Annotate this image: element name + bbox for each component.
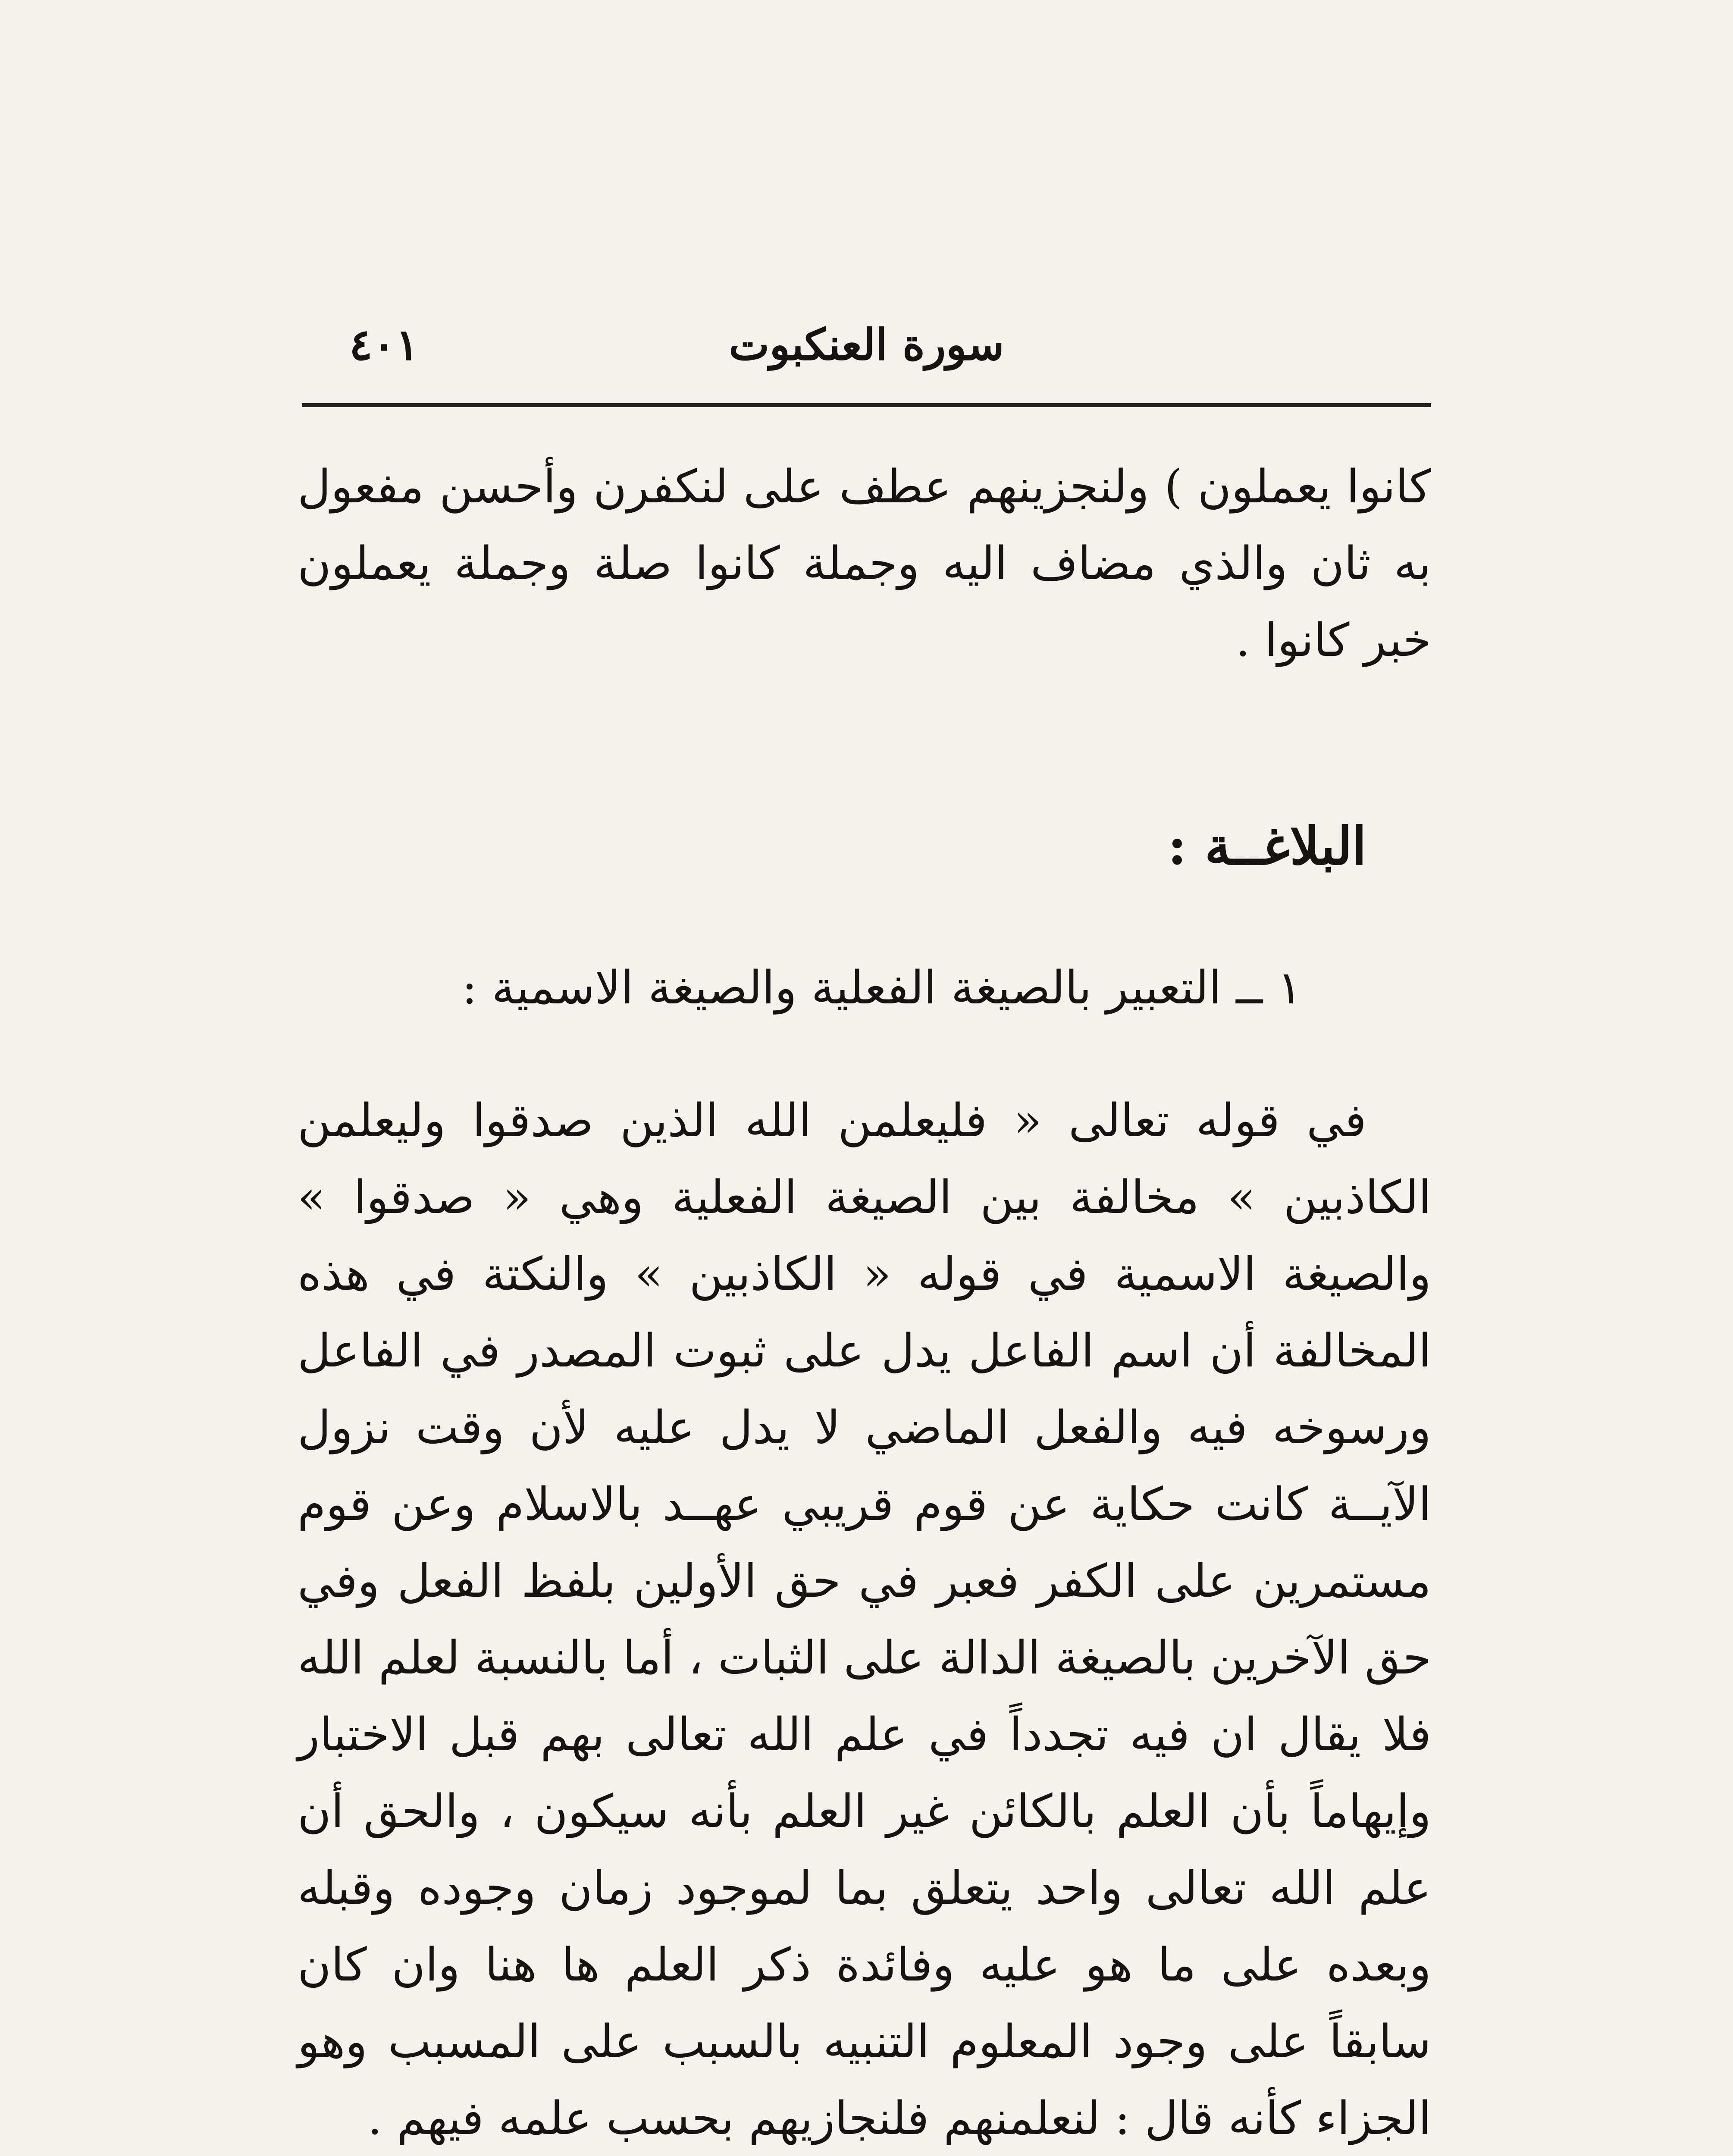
header-divider [302,403,1431,407]
balagha-heading: البلاغــة : [1167,816,1366,877]
intro-paragraph: كانوا يعملون ) ولنجزينهم عطف على لنكفرن وأحسن مفعول به ثان والذي مضاف اليه وجملة كانوا صلة وجملة يعملون خبر كانوا . [298,460,1431,667]
section-1-paragraph: في قوله تعالى « فليعلمن الله الذين صدقوا وليعلمن الكاذبين » مخالفة بين الصيغة الفعلية وهي « صدقوا » والصيغة الاسمية في قوله « الكاذبين » والنكتة في هذه المخالفة أن اسم الفاعل يدل على ثبوت المصدر في الفاعل ورسوخه فيه والفعل الماضي لا يدل عليه لأن وقت نزول الآيــة كانت حكاية عن قوم قريبي عهــد بالاسلام وعن قوم مستمرين على الكفر فعبر في حق الأولين بلفظ الفعل وفي حق الآخرين بالصيغة الدالة على الثبات ، أما بالنسبة لعلم الله فلا يقال ان فيه تجدداً في علم الله تعالى بهم قبل الاختبار وإيهاماً بأن العلم بالكائن غير العلم بأنه سيكون ، والحق أن علم الله تعالى واحد يتعلق بما لموجود زمان وجوده وقبله وبعده على ما هو عليه وفائدة ذكر العلم ها هنا وان كان سابقاً على وجود المعلوم التنبيه بالسبب على المسبب وهو الجزاء كأنه قال : لنعلمنهم فلنجازيهم بحسب علمه فيهم . [298,1094,1431,2145]
section-1-title: ١ ــ التعبير بالصيغة الفعلية والصيغة الاسمية : [462,961,1302,1014]
page-header [302,302,1431,388]
page-number: ٤٠١ [349,319,419,370]
page-body [298,448,1431,2156]
running-title: سورة العنكبوت [729,319,1004,370]
